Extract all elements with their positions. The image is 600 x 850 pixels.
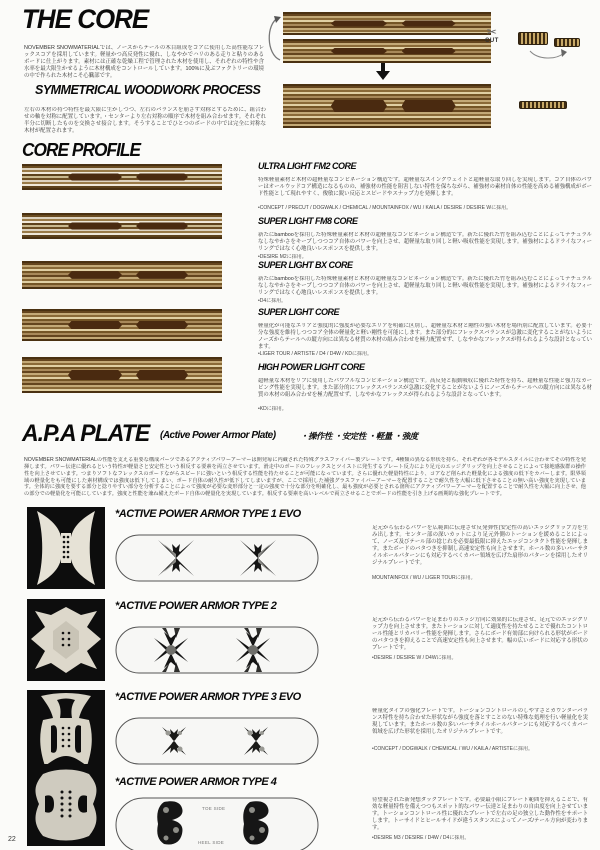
apa-plate-photo-type3 <box>27 690 105 772</box>
plate-type2-icon <box>27 599 105 681</box>
board-type1-icon <box>114 522 320 594</box>
core-item-1-models: •CONCEPT / PRECUT / DOGWALK / CHEMICAL / MOUNTAINFOX / WU / KAILA / DESIRE / DESIRE Wに採用。 <box>258 205 512 211</box>
core-item-5-body: 超軽量な木材をリブに使用したパワフルなコンビネーション構造です。高反発と振動吸収に優れた特性を持ち、超軽量な性能と強力なカービング性能を実現します。また部分的にフレックスバランスが急激に変化することがないようにノーズからテールへの縦方向には異なる材質の木材の組み合わせを極力配置せず、しなやかなフレックスが得られるような設計となっています。 <box>258 378 592 399</box>
armor-type2-title: *ACTIVE POWER ARMOR TYPE 2 <box>115 600 277 612</box>
page-number: 22 <box>8 836 16 843</box>
apa-subtitle: (Active Power Armor Plate) <box>160 430 276 441</box>
core-insert <box>402 48 456 54</box>
core-insert <box>402 20 456 26</box>
apa-plate-photo-type1 <box>27 507 105 589</box>
diagram-core-bar-middle <box>283 39 491 63</box>
board-illustration-type3 <box>114 705 320 777</box>
armor-type4-body: 待望視された新発想ダックプレートです。必要最小限にプレート範囲を抑えることで、有効な軽量特性を備えつつもスポット的なパワー伝達と足まわりの自由度を向上させています。トーションコントロール性に優れたプレートで左右の足の独立した動作性をサポートします。トーサイドとヒールサイドが違うスタンスによってノーズ/テール方向が変わります。 <box>372 797 588 832</box>
armor-type2-body: 足元から伝わるパワーを足まわりのエッジ方向に効果的に伝達させ、足元でのエッジグリップ力を向上させます。またトーションに対して適度性を持たせることで優れたコントロール性能とリカバリー性能を発揮します。さらにボード有効部に向けられる形状がボードのバタつきを抑えることで高速安定性も向上させます。幅の広いボードに対応する形状のプレートです。 <box>372 617 588 652</box>
board-illustration-type4 <box>114 790 320 850</box>
the-core-body: NOVEMBER SNOWMATERIALでは、ノーズからテールの木目組成をコアに使用した高性能なフレックスコアを採用しています。軽量かつ高反発性に優れ、しなやかでハリのある走りと粘りのあるボードに仕上がります。素材には正確な乾燥工程で管理された木材を使用し、それぞれの特性や含水率を最大限生かせるように木材構成をコントロールしています。100%に及ぶファクトリーの環境の中で作られた木材こそ心臓部です。 <box>24 45 264 80</box>
core-insert <box>331 48 387 54</box>
core-item-4-name: SUPER LIGHT CORE <box>258 307 340 317</box>
core-insert <box>68 271 122 279</box>
core-item-2-models: •DESIRE M2に採用。 <box>258 254 307 260</box>
armor-type4-models: •DESIRE M3 / DESIRE / D4W / D4に採用。 <box>372 835 470 841</box>
core-item-3-body: 新たにbambooを採用した特殊軽量素材と木材の超軽量なコンビネーション構造です。新たに優れた竹を組み込むことによってナチュラルなしなやかさをキープしつつコア自体のパワーを向上させ、超軽量な取り回しと軽い吸収性能を実現します。補強材によるドライなフィーリングではなく心地良いレスポンスを提供します。 <box>258 276 592 297</box>
arrow-down-icon <box>376 63 390 79</box>
board-label-heel: HEEL SIDE <box>198 840 225 845</box>
armor-type3-models: •CONCEPT / DOGWALK / CHEMICAL / WU / KAILA / ARTISTEに採用。 <box>372 746 533 752</box>
core-item-1-name: ULTRA LIGHT FM2 CORE <box>258 161 356 171</box>
apa-body: NOVEMBER SNOWMATERIALの性能を支える重要な構成パーツであるアクティブパワーアーマーは開発毎に内蔵された特殊グラスファイバー製プレートです。4種類の異なる形状を持ち、それぞれが各モデルスタイルに合わせてその特性を発揮します。パワー伝達に優れるという特性が軽量さと安定性という相反する要素を両立させています。滑走中のボードのフレックスとツイストに発生するプレート反力により足元のエッジグリップを向上させることによって接地感抜群の操作性を向上させています。つまりソフトなフレックスのボードながらスピードに強いという相反する性能を持たせることが可能になっています。さらに優れた軽量特性により、コアなど削られた軽量化による強度の低下をカバーします。限界領域の軽量化をも可能にした素材構成では強度は低下してしまい、ボード自体の耐久性が低下してしまいますが、ここで採用した補強グラスファイバーアーマーを配置することで耐久性を大幅に低下させることの無い高い強度を実現しています。全体的に強度を要する部分と捻りやすい部分を分析することによって強度が必要な変形部分と一定の強度で十分な部分を明確化し、最も強度が必要とされる箇所にアクティブパワーアーマーを配置することで耐久性を大幅に向上させ、他の部分での軽量化を可能にしています。強度と性能を兼ね備えたボード自体の軽量化を実現しています。相反する要素を高いレベルで両立させることでボードの性能を引き上げる画期的な強化プレートです。 <box>24 457 586 498</box>
finished-strip-icon <box>519 101 567 109</box>
core-item-4-models: •LIGER TOUR / ARTISTE / D4 / D4W / KDに採用。 <box>258 351 372 357</box>
core-item-3-name: SUPER LIGHT BX CORE <box>258 260 353 270</box>
core-profile-bar-2 <box>22 213 222 239</box>
armor-type3-body: 軽量化タイプの強化プレートです。トーションコントロールのしやすさとカウンターバランス特性を持ち合わせた形状ながら強度を落とすことのない特殊な処理を行い軽量化を実現しています。またホール数の多いバーサタイルホールパターンにも対応するべくカバー領域を広げた形状を採用したオリジナルプレートです。 <box>372 708 588 736</box>
core-item-1-body: 特殊軽量素材と木材の超軽量なコンビネーション構造です。超軽量なスイングウェイトと超軽量な取り回しを実現します。コア自体のパワーはオールウッドコア構造になるものの、補強材の性能を阻害しない特性を保ちながら、補強材の素材自体の性能を高める補強構成がボード性能として現れやすく、俊敏に鋭い反応とスピードやスナップ力を発揮します。 <box>258 177 592 198</box>
apa-features: ・操作性 ・安定性 ・軽量 ・強度 <box>300 431 418 441</box>
core-item-4-body: 軽量化が可能なエリアと強度的に強度が必要なエリアを明確に区別し、超軽量な木材と剛性の強い木材を場所別に配置しています。必要十分な強度を維持しつつコア全体の軽量化と軽い剛性を可能にします。また部分的にフレックスバランスが急激に変化することがないようにノーズからテールへの縦方向には異なる材質の木材の組み合わせを極力配置せず、しなやかなフレックスが得られるような設計となっています。 <box>258 323 592 351</box>
core-profile-bar-3 <box>22 261 222 289</box>
core-profile-title: CORE PROFILE <box>22 140 141 160</box>
board-illustration-type1 <box>114 522 320 594</box>
core-insert <box>136 321 188 330</box>
core-insert <box>68 173 122 180</box>
armor-type4-title: *ACTIVE POWER ARMOR TYPE 4 <box>115 776 277 788</box>
armor-type2-models: •DESIRE / DESIRE W / D4Wに採用。 <box>372 655 457 661</box>
apa-plate-photo-type2 <box>27 599 105 681</box>
core-insert <box>68 321 122 330</box>
core-insert <box>136 173 188 180</box>
board-illustration-type2 <box>114 614 320 686</box>
board-type3-icon <box>114 705 320 777</box>
core-item-3-models: •D4に採用。 <box>258 298 287 304</box>
core-profile-bar-4 <box>22 309 222 341</box>
merge-arrow-icon <box>262 14 284 62</box>
core-item-5-name: HIGH POWER LIGHT CORE <box>258 362 365 372</box>
core-insert <box>331 100 387 113</box>
woodwork-body: 左右の木材の持つ特性を最大限に生かしつつ、左右のバランスを崩さず対称とするために、組合わせの軸を対称に配置しています。・センターより左右対称の順序で木材を組み合わせます。それぞれ半分に切断したものを交換させ接合します。そうすることでひとつのボードの中では完全に対称な木材が配置されます。 <box>24 107 266 135</box>
apa-title: A.P.A PLATE <box>22 420 150 447</box>
core-insert <box>136 222 188 229</box>
core-insert <box>68 222 122 229</box>
woodwork-title: SYMMETRICAL WOODWORK PROCESS <box>35 83 261 97</box>
core-insert <box>402 100 456 113</box>
diagram-core-bar-merged <box>283 84 491 128</box>
core-insert <box>68 370 122 380</box>
cut-label: CUT <box>485 38 499 44</box>
the-core-title: THE CORE <box>22 4 149 34</box>
core-profile-bar-5 <box>22 357 222 393</box>
cut-step <box>485 27 499 44</box>
core-profile-bar-1 <box>22 164 222 190</box>
diagram-core-bar-top <box>283 12 491 35</box>
flip-arrow-icon <box>528 47 568 61</box>
core-item-5-models: •KDに採用。 <box>258 406 287 412</box>
armor-type1-body: 足元から伝わるパワーを広範囲に伝達させ反発弾性(安定性の高いエッジグリップ力を生み出します。センター部の深いカットにより足元外側のトーションを緩めることによって、ノーズ及びテール部の捻じれを必要最低限に抑えたエッジコンタクト性能を発揮します。またボードのバタつきを抑制し高速安定性も向上させます。ホール数の多いバーサタイルホールパターンにも対応するべくカバー領域を広げた扇形のパターンを採用したオリジナルプレートです。 <box>372 525 588 567</box>
core-item-2-name: SUPER LIGHT FM8 CORE <box>258 216 358 226</box>
armor-type3-title: *ACTIVE POWER ARMOR TYPE 3 EVO <box>115 691 301 703</box>
apa-plate-photo-type4 <box>27 764 105 846</box>
board-type2-icon <box>114 614 320 686</box>
armor-type1-models: MOUNTAINFOX / WU / LIGER TOURに採用。 <box>372 575 476 581</box>
core-insert <box>136 271 188 279</box>
scissors-icon: ✂ <box>486 25 497 39</box>
plate-type1-icon <box>27 507 105 589</box>
core-insert <box>136 370 188 380</box>
core-insert <box>331 20 387 26</box>
armor-type1-title: *ACTIVE POWER ARMOR TYPE 1 EVO <box>115 508 301 520</box>
plate-type3-icon <box>27 690 105 772</box>
core-item-2-body: 新たにbambooを採用した特殊軽量素材と木材の超軽量なコンビネーション構造です。新たに優れた竹を組み込むことによってナチュラルなしなやかさをキープしつつコア自体のパワーを向上させ、超軽量な取り回しと軽い吸収性能を実現します。補強材によるドライなフィーリングではなく心地良いレスポンスを提供します。 <box>258 232 592 253</box>
cut-block-small-icon <box>554 38 580 47</box>
cut-block-icon <box>518 32 548 45</box>
plate-type4-icon <box>27 764 105 846</box>
board-label-toe: TOE SIDE <box>202 806 226 811</box>
